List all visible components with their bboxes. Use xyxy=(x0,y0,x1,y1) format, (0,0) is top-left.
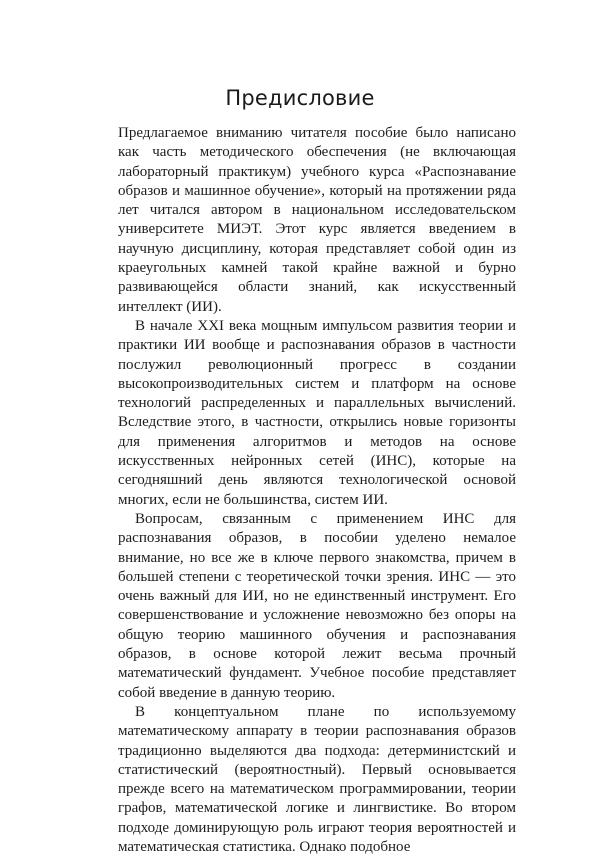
paragraph-neural-networks: Вопросам, связанным с применением ИНС для распознавания образов, в пособии уделено немалое внимание, но все же в ключе первого знакомства, причем в большей степени с теоретической точки зрения. ИНС — это очень важный для ИИ, но не единственный инструмент. Его совершенствование и усложнение невозможно без опоры на общую теорию машинного обучения и распознавания образов, в основе которой лежит весьма прочный математический фундамент. Учебное пособие представляет собой введение в данную теорию. xyxy=(118,510,516,701)
paragraph-intro: Предлагаемое вниманию читателя пособие было написано как часть методического обеспечения (не включающая лабораторный практикум) учебного курса «Распознавание образов и машинное обучение», который на протяжении ряда лет читался автором в национальном исследовательском университете МИЭТ. Этот курс является введением в научную дисциплину, которая представляет собой один из краеугольных камней такой крайне важной и бурно развивающейся области знаний, как искусственный интеллект (ИИ). xyxy=(118,125,516,315)
paragraph-history: В начале XXI века мощным импульсом развития теории и практики ИИ вообще и распознавания образов в частности послужил революционный прогресс в создании высокопроизводительных систем и платформ на основе технологий распределенных и параллельных вычислений. Вследствие этого, в частности, открылись новые горизонты для применения алгоритмов и методов на основе искусственных нейронных сетей (ИНС), которые на сегодняшний день являются технологической основой многих, если не большинства, систем ИИ. xyxy=(118,317,516,508)
page-title: Предисловие xyxy=(225,86,375,110)
paragraph-approaches: В концептуальном плане по используемому математическому аппарату в теории распознавания образов традиционно выделяются два подхода: детерминистский и статистический (вероятностный). Первый основывается прежде всего на математическом программировании, теории графов, математической логике и лингвистике. Во втором подходе доминирующую роль играют теория вероятностей и математическая статистика. Однако подобное xyxy=(118,703,516,855)
body-text xyxy=(118,124,516,857)
